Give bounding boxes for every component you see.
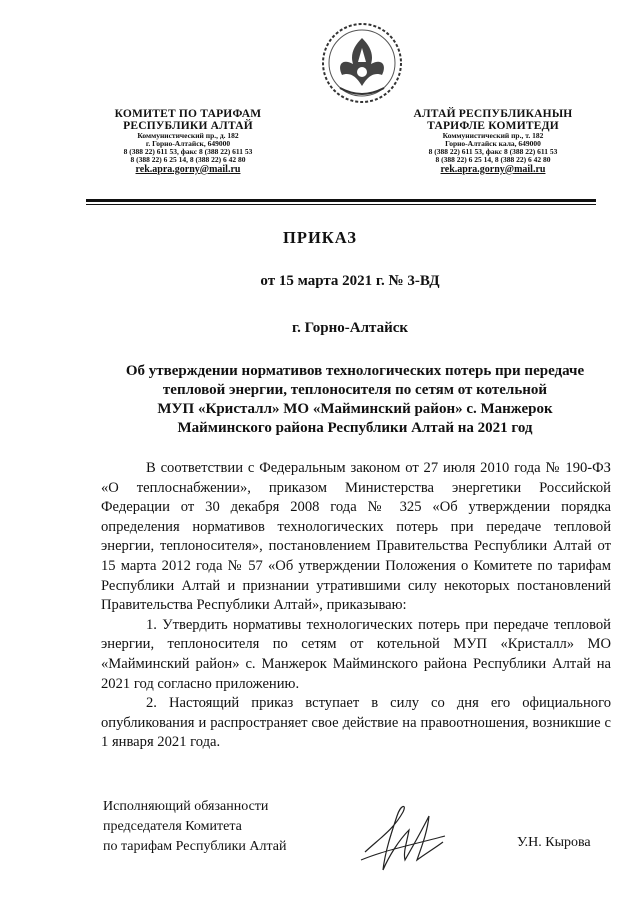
subject-line: МУП «Кристалл» МО «Майминский район» с. Манжерок: [157, 401, 553, 417]
position-line: по тарифам Республики Алтай: [103, 839, 287, 854]
handwritten-signature-icon: [355, 790, 450, 880]
address-line2: г. Горно-Алтайск, 649000: [145, 139, 231, 148]
position-line: председателя Комитета: [103, 819, 242, 834]
document-body: [101, 459, 611, 753]
address-line2: Горно-Алтайск кала, 649000: [445, 139, 541, 148]
phone-line1: 8 (388 22) 611 53, факс 8 (388 22) 611 53: [123, 146, 253, 156]
subject-line: Об утверждении нормативов технологических потерь при передаче: [125, 363, 585, 379]
phone-line1: 8 (388 22) 611 53, факс 8 (388 22) 611 53: [428, 146, 558, 156]
body-paragraph-item-1: 1. Утвердить нормативы технологических потерь при передаче тепловой энергии, теплоносителя по сетям от котельной МУП «Кристалл» МО «Майминский район» с. Манжерок Майминского района Республики Алтай на 2021 год согласно приложению.: [101, 616, 611, 692]
phone-line2: 8 (388 22) 6 25 14, 8 (388 22) 6 42 80: [130, 154, 246, 164]
org-name-line2: РЕСПУБЛИКИ АЛТАЙ: [123, 120, 253, 133]
letterhead-right: [393, 108, 593, 175]
body-paragraph-item-2: 2. Настоящий приказ вступает в силу со дня его официального опубликования и распространяет свое действие на правоотношения, возникшие с 1 января 2021 года.: [101, 695, 611, 751]
document-date-number: от 15 марта 2021 г. № 3-ВД: [260, 273, 440, 289]
document-city: г. Горно-Алтайск: [291, 320, 409, 336]
org-name-line2: ТАРИФЛЕ КОМИТЕДИ: [427, 120, 559, 133]
address-line1: Коммунистический пр., т. 182: [442, 131, 544, 141]
coat-of-arms-emblem-icon: [320, 20, 404, 106]
org-name-line1: КОМИТЕТ ПО ТАРИФАМ: [114, 108, 262, 120]
header-divider-thin: [86, 204, 596, 205]
email-link[interactable]: rek.apra.gorny@mail.ru: [135, 163, 241, 175]
subject-line: тепловой энергии, теплоносителя по сетям от котельной: [162, 382, 548, 398]
subject-line: Майминского района Республики Алтай на 2021 год: [177, 420, 533, 436]
email-link[interactable]: rek.apra.gorny@mail.ru: [440, 163, 546, 175]
body-paragraph-preamble: В соответствии с Федеральным законом от 27 июля 2010 года № 190-ФЗ «О теплоснабжении», приказом Министерства энергетики Российской Федерации от 30 декабря 2008 года № 325 «Об утверждении порядка определения нормативов технологических потерь при передаче тепловой энергии, теплоносителя», постановлением Правительства Республики Алтай от 15 марта 2012 года № 57 «Об утверждении Положения о Комитете по тарифам Республики Алтай и признании утратившими силу некоторых постановлений Правительства Республики Алтай», приказываю:: [101, 460, 611, 614]
address-line1: Коммунистический пр., д. 182: [137, 131, 239, 141]
signatory-name: У.Н. Кырова: [517, 835, 591, 850]
org-name-line1: АЛТАЙ РЕСПУБЛИКАНЫН: [413, 108, 573, 120]
signatory-position: [103, 797, 286, 857]
letterhead-left: [88, 108, 288, 175]
document-title: ПРИКАЗ: [283, 228, 357, 247]
document-subject: [100, 362, 610, 438]
header-divider-thick: [86, 199, 596, 202]
position-line: Исполняющий обязанности: [103, 799, 269, 814]
phone-line2: 8 (388 22) 6 25 14, 8 (388 22) 6 42 80: [435, 154, 551, 164]
